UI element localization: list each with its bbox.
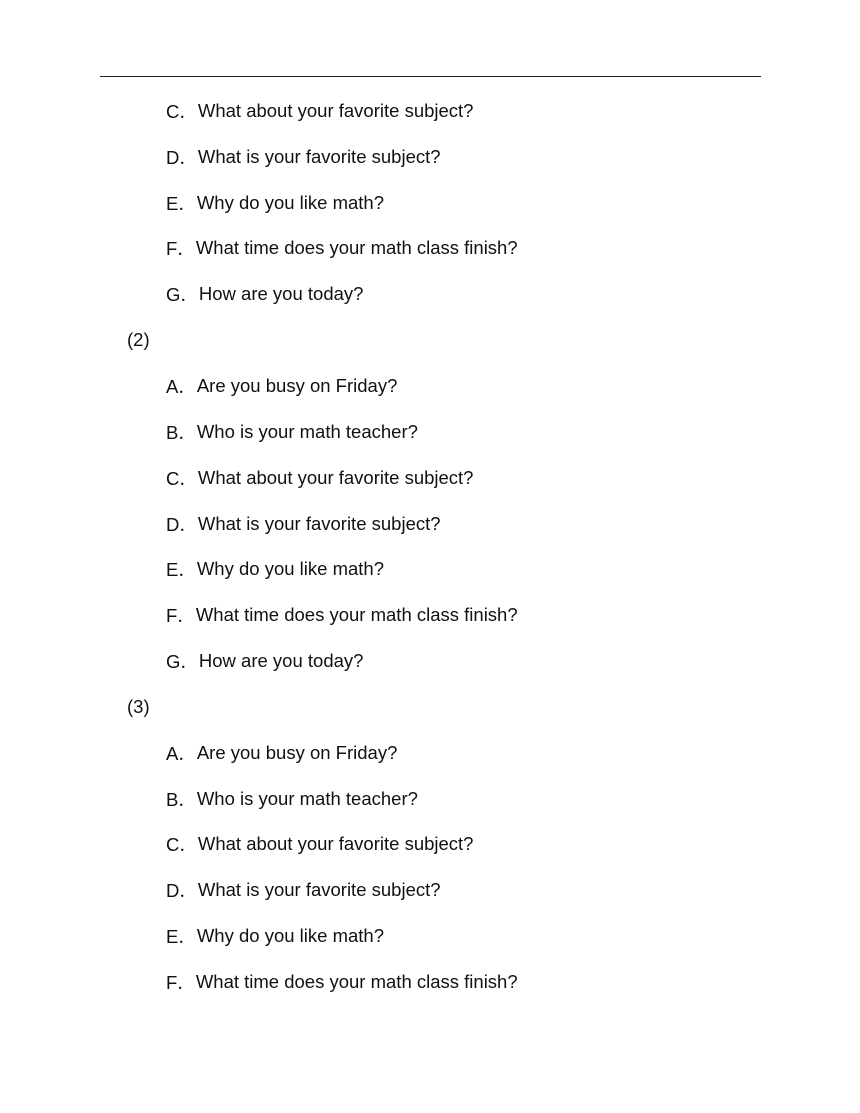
option-letter: B． xyxy=(166,421,197,443)
option-text: Are you busy on Friday? xyxy=(196,741,398,763)
option-e xyxy=(0,180,860,226)
option-text: What is your favorite subject? xyxy=(197,879,441,901)
option-f xyxy=(0,959,860,1005)
option-e xyxy=(0,913,860,959)
option-letter: E． xyxy=(166,926,197,948)
document-body xyxy=(0,88,860,1005)
option-text: What is your favorite subject? xyxy=(197,512,441,534)
option-letter: E． xyxy=(166,559,197,581)
option-letter: C． xyxy=(166,834,198,856)
option-text: How are you today? xyxy=(198,650,364,672)
option-letter: G． xyxy=(166,284,199,306)
option-letter: C． xyxy=(166,467,198,489)
option-g xyxy=(0,271,860,317)
option-a xyxy=(0,363,860,409)
question-number: (2) xyxy=(127,329,150,351)
option-text: What time does your math class finish? xyxy=(195,604,518,626)
option-letter: A． xyxy=(166,375,197,397)
option-letter: E． xyxy=(166,192,197,214)
option-b xyxy=(0,776,860,822)
option-text: Why do you like math? xyxy=(196,925,384,947)
option-letter: G． xyxy=(166,651,199,673)
option-text: What about your favorite subject? xyxy=(197,466,474,488)
option-c xyxy=(0,455,860,501)
option-d xyxy=(0,867,860,913)
option-letter: A． xyxy=(166,742,197,764)
option-c xyxy=(0,88,860,134)
option-d xyxy=(0,134,860,180)
option-a xyxy=(0,730,860,776)
option-text: Why do you like math? xyxy=(196,558,384,580)
option-letter: C． xyxy=(166,100,198,122)
option-text: Who is your math teacher? xyxy=(196,420,418,442)
question-number: (3) xyxy=(127,695,150,717)
option-letter: F． xyxy=(166,971,196,993)
option-f xyxy=(0,226,860,272)
option-text: What time does your math class finish? xyxy=(195,237,518,259)
option-text: Are you busy on Friday? xyxy=(196,374,398,396)
option-f xyxy=(0,592,860,638)
option-text: How are you today? xyxy=(198,283,364,305)
option-letter: D． xyxy=(166,513,198,535)
option-letter: D． xyxy=(166,880,198,902)
option-text: Why do you like math? xyxy=(196,191,384,213)
option-g xyxy=(0,638,860,684)
option-b xyxy=(0,409,860,455)
option-text: Who is your math teacher? xyxy=(196,787,418,809)
option-text: What about your favorite subject? xyxy=(197,99,474,121)
option-letter: F． xyxy=(166,238,196,260)
option-d xyxy=(0,501,860,547)
header-rule xyxy=(100,76,761,77)
option-text: What is your favorite subject? xyxy=(197,145,441,167)
option-e xyxy=(0,546,860,592)
option-text: What about your favorite subject? xyxy=(197,833,474,855)
option-letter: B． xyxy=(166,788,197,810)
option-letter: D． xyxy=(166,146,198,168)
option-text: What time does your math class finish? xyxy=(195,970,518,992)
option-c xyxy=(0,822,860,868)
option-letter: F． xyxy=(166,605,196,627)
